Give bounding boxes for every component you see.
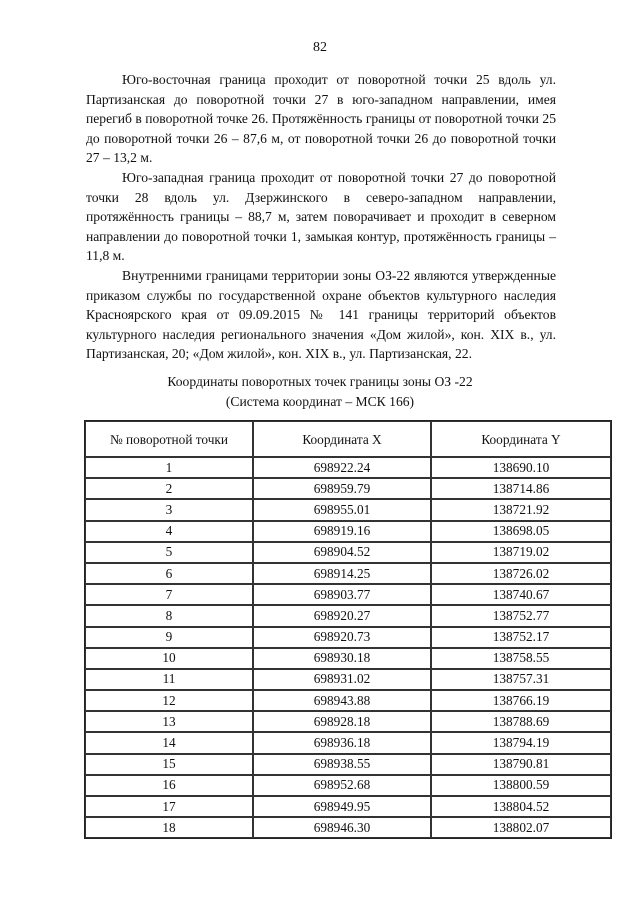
table-row [85,605,611,626]
table-title-line-1: Координаты поворотных точек границы зоны ОЗ -22 [167,374,473,389]
cell-point-number: 8 [85,605,253,626]
header-coordinate-x: Координата X [253,421,431,457]
cell-point-number: 5 [85,542,253,563]
cell-coordinate-y: 138752.17 [431,627,611,648]
cell-point-number: 3 [85,499,253,520]
table-row [85,796,611,817]
cell-coordinate-x: 698928.18 [253,711,431,732]
table-row [85,627,611,648]
cell-coordinate-y: 138794.19 [431,732,611,753]
cell-point-number: 9 [85,627,253,648]
cell-coordinate-y: 138788.69 [431,711,611,732]
cell-coordinate-x: 698930.18 [253,648,431,669]
cell-coordinate-x: 698959.79 [253,478,431,499]
cell-point-number: 2 [85,478,253,499]
cell-coordinate-y: 138802.07 [431,817,611,838]
cell-point-number: 4 [85,521,253,542]
table-row [85,690,611,711]
cell-coordinate-x: 698952.68 [253,775,431,796]
paragraph-southeast-boundary: Юго-восточная граница проходит от поворотной точки 25 вдоль ул. Партизанская до поворотной точки 27 в юго-западном направлении, имея перегиб в поворотной точке 26. Протяжённость границы от поворотной точки 25 до поворотной точки 26 – 87,6 м, от поворотной точки 26 до поворотной точки 27 – 13,2 м. [86,72,556,166]
cell-coordinate-y: 138800.59 [431,775,611,796]
table-title-line-2: (Система координат – МСК 166) [225,393,415,409]
paragraph-southwest-boundary: Юго-западная граница проходит от поворотной точки 27 до поворотной точки 28 вдоль ул. Дзержинского в северо-западном направлении, протяжённость границы – 88,7 м, затем поворачивает и проходит в северном направлении до поворотной точки 1, замыкая контур, протяжённость границы – 11,8 м. [86,169,556,264]
table-row [85,499,611,520]
cell-coordinate-y: 138719.02 [431,542,611,563]
cell-point-number: 7 [85,584,253,605]
table-row [85,817,611,838]
cell-coordinate-y: 138698.05 [431,521,611,542]
cell-coordinate-y: 138721.92 [431,499,611,520]
cell-coordinate-x: 698903.77 [253,584,431,605]
cell-point-number: 12 [85,690,253,711]
table-row [85,711,611,732]
cell-coordinate-x: 698922.24 [253,457,431,478]
table-row [85,775,611,796]
cell-coordinate-y: 138804.52 [431,796,611,817]
cell-coordinate-x: 698938.55 [253,754,431,775]
cell-coordinate-x: 698914.25 [253,563,431,584]
coordinates-table-wrapper [84,420,610,839]
cell-coordinate-x: 698946.30 [253,817,431,838]
header-point-number: № поворотной точки [85,421,253,457]
header-coordinate-y: Координата Y [431,421,611,457]
table-header-row [85,421,611,457]
table-body [85,457,611,838]
table-row [85,521,611,542]
table-row [85,754,611,775]
cell-coordinate-x: 698904.52 [253,542,431,563]
cell-coordinate-x: 698931.02 [253,669,431,690]
cell-point-number: 6 [85,563,253,584]
page-number: 82 [313,40,327,55]
cell-coordinate-y: 138726.02 [431,563,611,584]
cell-coordinate-x: 698936.18 [253,732,431,753]
table-row [85,648,611,669]
cell-point-number: 14 [85,732,253,753]
cell-coordinate-x: 698920.27 [253,605,431,626]
cell-coordinate-y: 138758.55 [431,648,611,669]
table-row [85,584,611,605]
cell-coordinate-x: 698955.01 [253,499,431,520]
table-title [0,372,640,411]
cell-coordinate-y: 138790.81 [431,754,611,775]
cell-point-number: 10 [85,648,253,669]
table-row [85,669,611,690]
cell-coordinate-y: 138690.10 [431,457,611,478]
cell-coordinate-y: 138766.19 [431,690,611,711]
cell-coordinate-y: 138740.67 [431,584,611,605]
cell-coordinate-y: 138757.31 [431,669,611,690]
cell-coordinate-x: 698943.88 [253,690,431,711]
cell-point-number: 1 [85,457,253,478]
table-row [85,563,611,584]
cell-coordinate-x: 698920.73 [253,627,431,648]
cell-point-number: 15 [85,754,253,775]
cell-coordinate-x: 698949.95 [253,796,431,817]
cell-coordinate-x: 698919.16 [253,521,431,542]
table-row [85,542,611,563]
cell-point-number: 17 [85,796,253,817]
coordinates-table [84,420,612,839]
cell-coordinate-y: 138752.77 [431,605,611,626]
body-text [86,70,556,364]
table-row [85,732,611,753]
cell-point-number: 13 [85,711,253,732]
paragraph-internal-boundaries: Внутренними границами территории зоны ОЗ-22 являются утвержденные приказом службы по государственной охране объектов культурного наследия Красноярского края от 09.09.2015 № 141 границы территорий объектов культурного наследия регионального значения «Дом жилой», кон. XIX в., ул. Партизанская, 20; «Дом жилой», кон. XIX в., ул. Партизанская, 22. [86,267,556,362]
table-row [85,457,611,478]
cell-coordinate-y: 138714.86 [431,478,611,499]
cell-point-number: 16 [85,775,253,796]
cell-point-number: 18 [85,817,253,838]
table-row [85,478,611,499]
cell-point-number: 11 [85,669,253,690]
